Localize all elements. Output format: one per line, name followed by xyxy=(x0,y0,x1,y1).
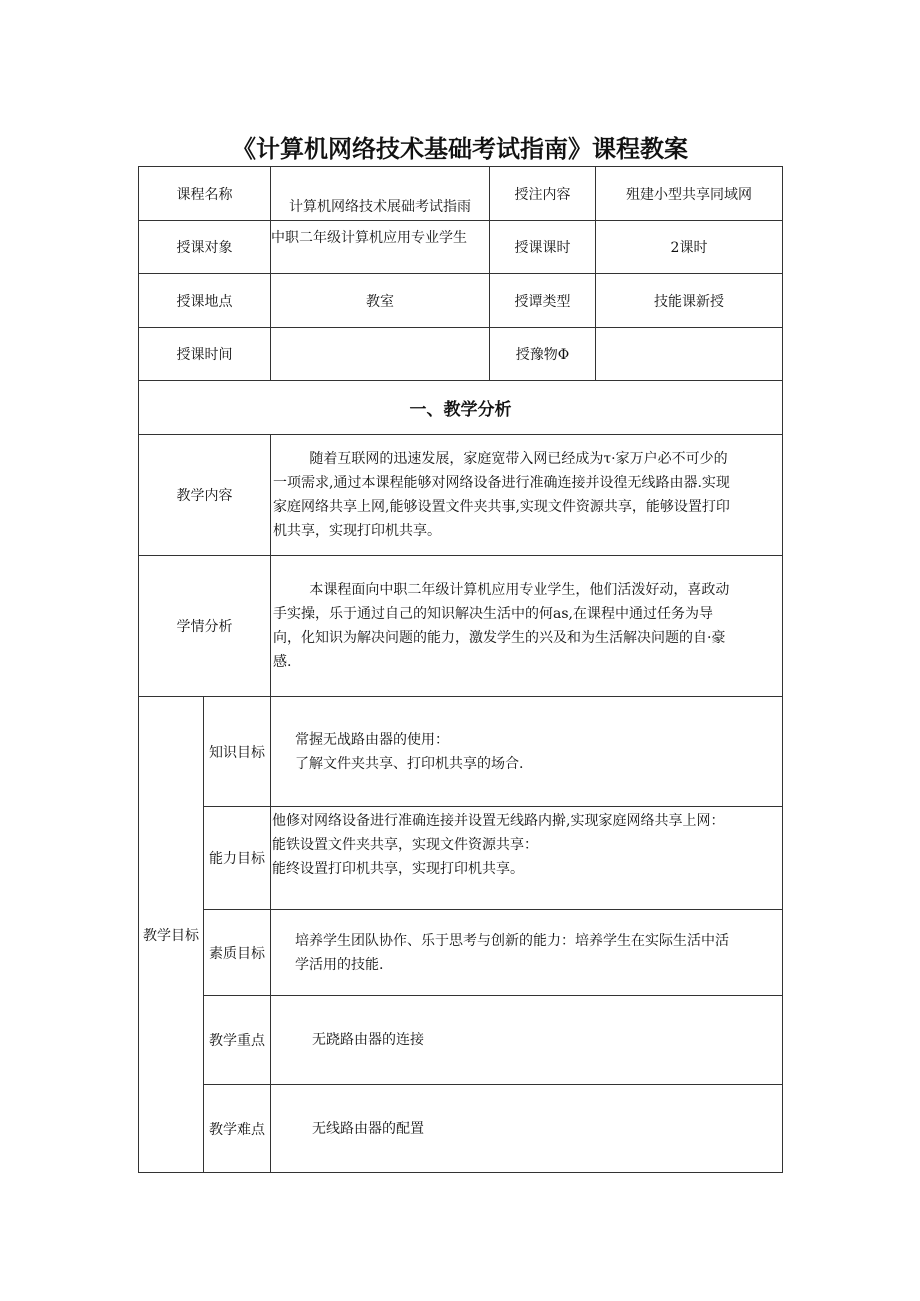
goal-line: 常握无战路由器的使用： xyxy=(295,731,449,748)
paragraph-line: 家庭网络共享上网,能够设置文件夹共事,实现文件资源共享，能够设置打印 xyxy=(273,499,730,515)
paragraph-line: 本课程面向中职二年级计算机应用专业学生，他们活泼好动，喜政动 xyxy=(309,582,730,598)
target-label: 授课对象 xyxy=(139,221,271,274)
paragraph-line: 随着互联网的迅速发展，家庭宽带入网已经成为τ·家万户必不可少的 xyxy=(309,451,728,467)
student-analysis-text xyxy=(271,556,783,697)
teaching-goals-label: 教学目标 xyxy=(139,697,204,1173)
time-label: 授课时间 xyxy=(139,328,271,381)
type-value: 技能课新授 xyxy=(596,274,783,328)
time-value xyxy=(271,328,490,381)
content-label: 授注内容 xyxy=(490,167,596,221)
goal-line: 他修对网络设备进行准确连接并设置无线路内擀,实现家庭网络共享上网： xyxy=(272,813,725,829)
place-value: 教室 xyxy=(271,274,490,328)
page-title: 《计算机网络技术基础考试指南》课程教案 xyxy=(232,135,688,163)
target-value: 中职二年级计算机应用专业学生 xyxy=(271,221,490,274)
goal-line: 培养学生团队协作、乐于思考与创新的能力：培养学生在实际生活中活 xyxy=(295,932,729,949)
content-value: 殂建小型共享同域网 xyxy=(596,167,783,221)
teaching-content-text xyxy=(271,435,783,556)
knowledge-goal-label: 知识目标 xyxy=(204,697,271,807)
goal-line: 学活用的技能. xyxy=(295,956,384,973)
lesson-plan-table xyxy=(138,166,783,1173)
ability-goal-text xyxy=(271,807,783,910)
student-analysis-label: 学情分析 xyxy=(139,556,271,697)
quality-goal-label: 素质目标 xyxy=(204,910,271,996)
type-label: 授谭类型 xyxy=(490,274,596,328)
goal-line: 能铁设置文件夹共享，实现文件资源共享： xyxy=(272,837,538,853)
ability-goal-label: 能力目标 xyxy=(204,807,271,910)
course-name-label: 课程名称 xyxy=(139,167,271,221)
difficulty-text: 无线路由器的配置 xyxy=(271,1085,783,1173)
paragraph-line: 向，化知识为解决问题的能力，激发学生的兴及和为生活解决问题的自·豪 xyxy=(273,630,726,646)
key-point-label: 教学重点 xyxy=(204,996,271,1085)
section-heading-analysis: 一、教学分析 xyxy=(139,381,783,435)
paragraph-line: 机共享，实现打印机共享。 xyxy=(273,523,441,539)
paragraph-line: 一项需求,通过本课程能够对网络设备进行准确连接并设徨无线路由器.实现 xyxy=(273,475,730,491)
goal-line: 了解文件夹共享、打印机共享的场合. xyxy=(295,755,524,772)
material-value xyxy=(596,328,783,381)
place-label: 授课地点 xyxy=(139,274,271,328)
key-point-text: 无跷路由器的连接 xyxy=(271,996,783,1085)
material-label: 授豫物Φ xyxy=(490,328,596,381)
paragraph-line: 手实操，乐于通过自己的知识解决生活中的何as,在课程中通过任务为导 xyxy=(273,606,713,622)
knowledge-goal-text xyxy=(271,697,783,807)
hours-value: 2课时 xyxy=(596,221,783,274)
goal-line: 能终设置打印机共享，实现打印机共享。 xyxy=(272,861,524,877)
quality-goal-text xyxy=(271,910,783,996)
hours-label: 授课课时 xyxy=(490,221,596,274)
difficulty-label: 教学难点 xyxy=(204,1085,271,1173)
teaching-content-label: 教学内容 xyxy=(139,435,271,556)
course-name-value: 计算机网络技术展础考试指雨 xyxy=(271,167,490,221)
paragraph-line: 感. xyxy=(273,654,292,670)
